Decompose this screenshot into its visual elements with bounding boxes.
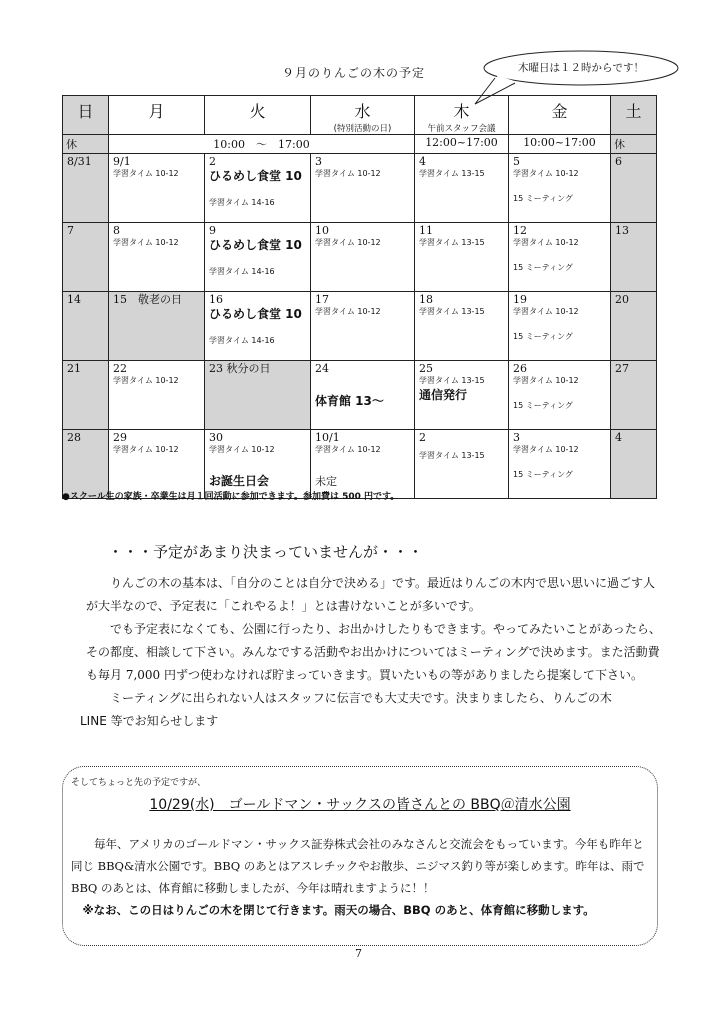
paragraph: りんごの木の基本は、「自分のことは自分で決める」です。最近はりんごの木内で思い思いに過ごす人が大半なので、予定表に「これやるよ！」とは書けないことが多いです。: [86, 576, 656, 613]
speech-bubble: [483, 50, 679, 90]
day-cell: 4 学習タイム 13-15: [415, 154, 509, 223]
event-box-body: [71, 833, 651, 921]
day-cell: 5 学習タイム 10-12 15 ミーティング: [509, 154, 611, 223]
calendar-note: ●スクール生の家族・卒業生は月１回活動に参加できます。参加費は 500 円です。: [62, 492, 400, 502]
day-cell: 3 学習タイム 10-12: [311, 154, 415, 223]
section-body: [80, 572, 666, 733]
hours-sun: 休: [63, 135, 109, 154]
hours-thu: 12:00~17:00: [415, 135, 509, 154]
day-cell: 2 ひるめし食堂 10 学習タイム 14-16: [205, 154, 311, 223]
day-cell: 24 体育館 13～: [311, 361, 415, 430]
header-tue: 火: [205, 96, 311, 135]
day-cell: 21: [63, 361, 109, 430]
event-box: [62, 766, 658, 946]
day-cell: 10/1 学習タイム 10-12 未定: [311, 430, 415, 499]
day-cell: 9 ひるめし食堂 10 学習タイム 14-16: [205, 223, 311, 292]
day-cell: 12 学習タイム 10-12 15 ミーティング: [509, 223, 611, 292]
day-cell: 16 ひるめし食堂 10 学習タイム 14-16: [205, 292, 311, 361]
header-mon: 月: [109, 96, 205, 135]
day-cell: 8 学習タイム 10-12: [109, 223, 205, 292]
day-cell: 29 学習タイム 10-12: [109, 430, 205, 499]
day-cell: 26 学習タイム 10-12 15 ミーティング: [509, 361, 611, 430]
hours-sat: 休: [611, 135, 657, 154]
day-cell: 17 学習タイム 10-12: [311, 292, 415, 361]
paragraph: LINE 等でお知らせします: [80, 714, 219, 728]
calendar-week: [63, 154, 657, 223]
event-box-notice: ※なお、この日はりんごの木を閉じて行きます。雨天の場合、BBQ のあと、体育館に移動します。: [82, 903, 595, 917]
calendar-table: [62, 95, 657, 499]
day-cell-holiday: 15 敬老の日: [109, 292, 205, 361]
day-cell: 22 学習タイム 10-12: [109, 361, 205, 430]
calendar-week: [63, 223, 657, 292]
event-box-title: 10/29(水) ゴールドマン・サックスの皆さんとの BBQ＠清水公園: [149, 797, 571, 813]
page-number: 7: [355, 947, 362, 960]
day-cell: 28: [63, 430, 109, 499]
day-cell: 30 学習タイム 10-12 お誕生日会: [205, 430, 311, 499]
calendar-week: [63, 292, 657, 361]
day-cell: 2 学習タイム 13-15: [415, 430, 509, 499]
header-thu: 木 午前スタッフ会議: [415, 96, 509, 135]
calendar-week: [63, 361, 657, 430]
header-sun: 日: [63, 96, 109, 135]
header-sat: 土: [611, 96, 657, 135]
header-fri: 金: [509, 96, 611, 135]
hours-fri: 10:00~17:00: [509, 135, 611, 154]
paragraph: でも予定表になくても、公園に行ったり、お出かけしたりもできます。やってみたいことがあったら、その都度、相談して下さい。みんなでする活動やお出かけについてはミーティングで決めます。また活動費も毎月 7,000 円ずつ使わなければ貯まっていきます。買いたいもの等がありましたら提案して下さい。: [86, 622, 661, 682]
day-cell: 25 学習タイム 13-15 通信発行: [415, 361, 509, 430]
calendar-title: ９月のりんごの木の予定: [282, 66, 426, 80]
day-cell: 8/31: [63, 154, 109, 223]
header-wed: 水 (特別活動の日): [311, 96, 415, 135]
day-cell: 4: [611, 430, 657, 499]
day-cell: 27: [611, 361, 657, 430]
day-cell: 14: [63, 292, 109, 361]
day-cell-holiday: 23 秋分の日: [205, 361, 311, 430]
day-cell: 10 学習タイム 10-12: [311, 223, 415, 292]
day-cell: 19 学習タイム 10-12 15 ミーティング: [509, 292, 611, 361]
paragraph: 毎年、アメリカのゴールドマン・サックス証券株式会社のみなさんと交流会をもっています。今年も昨年と同じ BBQ&清水公園です。BBQ のあとはアスレチックやお散歩、ニジマス釣り等が楽しめます。昨年は、雨で BBQ のあとは、体育館に移動しましたが、今年は晴れますように！！: [71, 837, 645, 895]
hours-mon-wed: 10:00 ～ 17:00: [109, 135, 415, 154]
day-cell: 6: [611, 154, 657, 223]
paragraph: ミーティングに出られない人はスタッフに伝言でも大丈夫です。決まりましたら、りんごの木: [110, 691, 612, 705]
section-heading: ・・・予定があまり決まっていませんが・・・: [108, 543, 424, 561]
day-cell: 18 学習タイム 13-15: [415, 292, 509, 361]
day-cell: 9/1 学習タイム 10-12: [109, 154, 205, 223]
event-box-intro: そしてちょっと先の予定ですが、: [71, 778, 207, 788]
speech-bubble-text: 木曜日は１２時からです！: [518, 62, 644, 74]
day-cell: 13: [611, 223, 657, 292]
day-cell: 7: [63, 223, 109, 292]
day-cell: 3 学習タイム 10-12 15 ミーティング: [509, 430, 611, 499]
day-cell: 11 学習タイム 13-15: [415, 223, 509, 292]
day-cell: 20: [611, 292, 657, 361]
